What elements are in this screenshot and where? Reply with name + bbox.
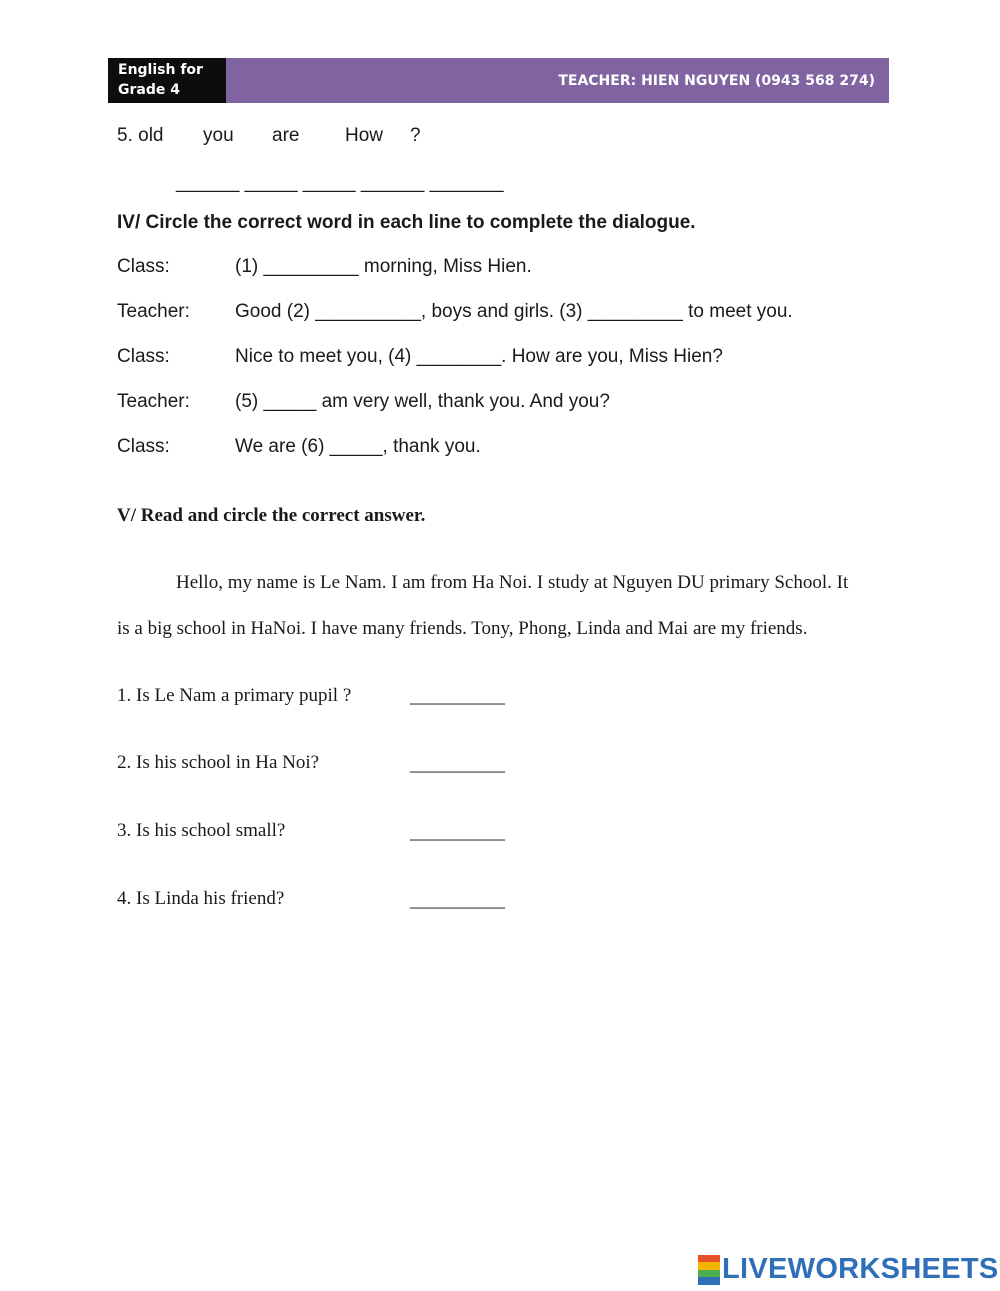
section-5-title: V/ Read and circle the correct answer.	[117, 505, 426, 526]
q5-word-2: you	[203, 125, 234, 146]
teacher-name: TEACHER: HIEN NGUYEN (0943 568 274)	[558, 72, 875, 89]
header-title-line1: English for	[118, 62, 203, 78]
q5-word-5: ?	[410, 125, 421, 146]
dialogue-speaker-4: Teacher:	[117, 391, 190, 412]
dialogue-line-5[interactable]: We are (6) _____, thank you.	[235, 436, 481, 457]
dialogue-line-3[interactable]: Nice to meet you, (4) ________. How are you, Miss Hien?	[235, 346, 723, 367]
logo-badge-segment	[698, 1277, 720, 1285]
question-1: 1. Is Le Nam a primary pupil ?	[117, 685, 352, 706]
dialogue-speaker-2: Teacher:	[117, 301, 190, 322]
logo-badge-segment	[698, 1255, 720, 1263]
question-2: 2. Is his school in Ha Noi?	[117, 752, 320, 773]
header-grade-box	[108, 58, 226, 103]
logo-badge-segment	[698, 1262, 720, 1270]
question-4: 4. Is Linda his friend?	[117, 888, 285, 909]
section-4-title: IV/ Circle the correct word in each line to complete the dialogue.	[117, 212, 696, 233]
passage-line-2: is a big school in HaNoi. I have many friends. Tony, Phong, Linda and Mai are my friends.	[117, 618, 808, 639]
answer-blank-3[interactable]: __________	[410, 822, 505, 843]
dialogue-line-2[interactable]: Good (2) __________, boys and girls. (3) _________ to meet you.	[235, 301, 793, 322]
dialogue-speaker-3: Class:	[117, 346, 170, 367]
answer-blank-4[interactable]: __________	[410, 890, 505, 911]
q5-word-3: are	[272, 125, 300, 146]
worksheet-header	[108, 58, 889, 103]
liveworksheets-logo	[698, 1253, 999, 1286]
dialogue-speaker-1: Class:	[117, 256, 170, 277]
answer-blank-2[interactable]: __________	[410, 754, 505, 775]
logo-badge-segment	[698, 1270, 720, 1278]
q5-word-4: How	[345, 125, 384, 146]
header-title-line2: Grade 4	[118, 82, 180, 98]
dialogue-line-4[interactable]: (5) _____ am very well, thank you. And you?	[235, 391, 610, 412]
header-teacher-box	[226, 58, 889, 103]
passage-line-1: Hello, my name is Le Nam. I am from Ha Noi. I study at Nguyen DU primary School. It	[176, 572, 849, 593]
logo-text: LIVEWORKSHEETS	[722, 1253, 999, 1285]
dialogue-speaker-5: Class:	[117, 436, 170, 457]
question-3: 3. Is his school small?	[117, 820, 286, 841]
q5-answer-blanks[interactable]: ______ _____ _____ ______ _______	[176, 172, 504, 193]
logo-badge-icon	[698, 1255, 720, 1285]
q5-word-1: 5. old	[117, 125, 164, 146]
dialogue-line-1[interactable]: (1) _________ morning, Miss Hien.	[235, 256, 532, 277]
answer-blank-1[interactable]: __________	[410, 686, 505, 707]
